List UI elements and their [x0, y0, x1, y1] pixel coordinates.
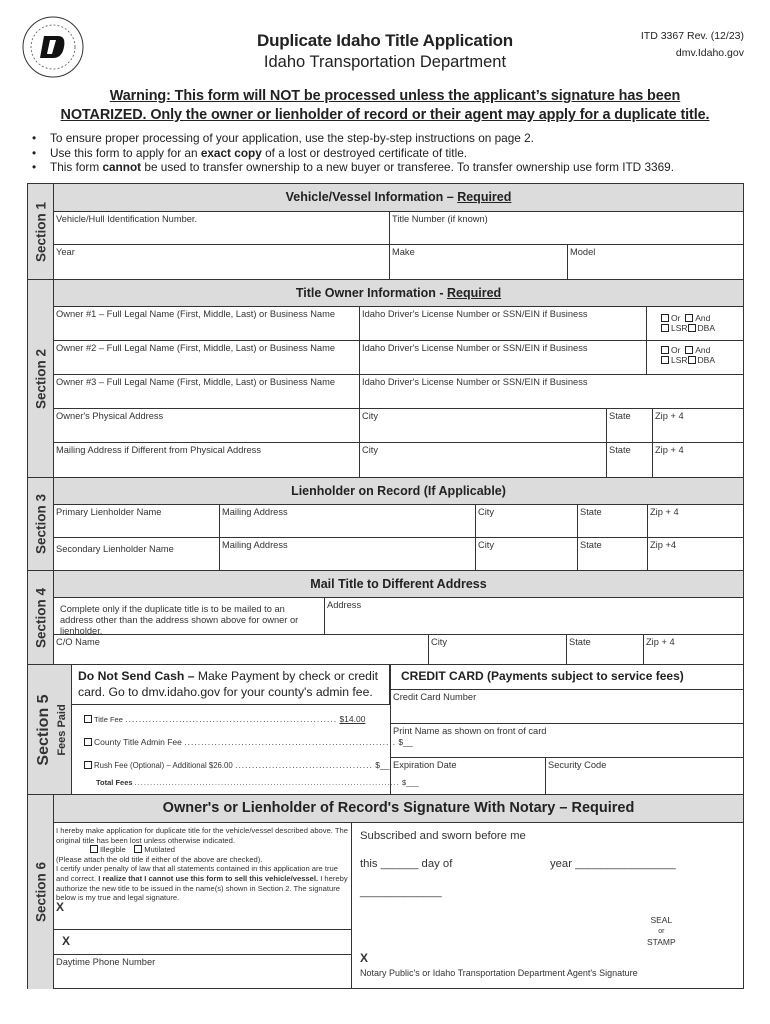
notary-area: [352, 823, 743, 989]
physical-address-field[interactable]: Owner's Physical Address: [54, 409, 360, 443]
warning-line-1: Warning: This form will NOT be processed unless the applicant’s signature has been: [109, 88, 681, 104]
owner-signature-field[interactable]: X: [54, 930, 352, 955]
owner-2-id-field[interactable]: Idaho Driver's License Number or SSN/EIN if Business: [360, 341, 647, 375]
section-5-label: Section 5: [35, 693, 53, 766]
secondary-mailing-field[interactable]: Mailing Address: [220, 538, 476, 571]
year-field[interactable]: Year: [54, 245, 390, 280]
form-number-block: [641, 28, 744, 62]
section-3-tab: [28, 478, 54, 571]
notary-blank-line[interactable]: _____________: [360, 886, 442, 898]
co-name-field[interactable]: C/O Name: [54, 635, 429, 665]
mail-zip-field[interactable]: Zip + 4: [644, 635, 743, 665]
daytime-phone-field[interactable]: Daytime Phone Number: [54, 955, 352, 989]
section-2-heading: Title Owner Information - Required: [54, 280, 743, 307]
section-6-tab: [28, 795, 54, 989]
card-number-field[interactable]: Credit Card Number: [390, 690, 743, 724]
section-3-heading: Lienholder on Record (If Applicable): [54, 478, 743, 505]
form-frame: [27, 183, 744, 989]
mail-state-field[interactable]: State: [567, 635, 644, 665]
notary-signature-x[interactable]: X: [360, 951, 369, 965]
title-fee-row: Title Fee ............................................................... $14.00: [84, 714, 365, 724]
section-6-label: Section 6: [33, 861, 48, 923]
primary-city-field[interactable]: City: [476, 505, 578, 538]
expiration-field[interactable]: Expiration Date: [390, 758, 546, 795]
physical-zip-field[interactable]: Zip + 4: [653, 409, 743, 443]
section-4-tab: [28, 571, 54, 665]
physical-city-field[interactable]: City: [360, 409, 607, 443]
model-field[interactable]: Model: [568, 245, 743, 280]
total-fees-amount[interactable]: $___: [401, 778, 419, 787]
mailing-zip-field[interactable]: Zip + 4: [653, 443, 743, 478]
department-name: Idaho Transportation Department: [263, 53, 507, 71]
warning-line-2: NOTARIZED. Only the owner or lienholder of record or their agent may apply for a duplicate title.: [60, 107, 710, 123]
card-name-field[interactable]: Print Name as shown on front of card: [390, 724, 743, 758]
payment-instructions: Do Not Send Cash – Make Payment by check or credit card. Go to dmv.idaho.gov for your county's admin fee.: [72, 665, 390, 705]
mailing-address-field[interactable]: Mailing Address if Different from Physical Address: [54, 443, 360, 478]
dba-checkbox[interactable]: [688, 324, 696, 332]
section-4-label: Section 4: [33, 587, 48, 648]
county-fee-row: County Title Admin Fee ............................................................... $__: [84, 737, 413, 747]
secondary-lienholder-field[interactable]: Secondary Lienholder Name: [54, 538, 220, 571]
lsr-checkbox[interactable]: [661, 356, 669, 364]
fees-paid-label: Fees Paid: [55, 703, 68, 756]
instruction-item: • This form cannot be used to transfer ownership to a new buyer or transferee. To transfer ownership use form ITD 3369.: [32, 160, 674, 175]
make-field[interactable]: Make: [390, 245, 568, 280]
county-fee-checkbox[interactable]: [84, 738, 92, 746]
mutilated-checkbox[interactable]: [134, 845, 142, 853]
mail-city-field[interactable]: City: [429, 635, 567, 665]
owner-1-id-field[interactable]: Idaho Driver's License Number or SSN/EIN if Business: [360, 307, 647, 341]
primary-mailing-field[interactable]: Mailing Address: [220, 505, 476, 538]
primary-zip-field[interactable]: Zip + 4: [648, 505, 743, 538]
seal-stamp-area: SEAL or STAMP: [647, 915, 676, 947]
notary-signature-label: Notary Public's or Idaho Transportation Department Agent's Signature: [360, 968, 638, 978]
instruction-item: • To ensure proper processing of your application, use the step-by-step instructions on page 2.: [32, 131, 674, 146]
illegible-checkbox[interactable]: [90, 845, 98, 853]
title-number-field[interactable]: Title Number (if known): [390, 212, 743, 245]
signature-x-mark: X: [56, 899, 65, 914]
section-6-heading: Owner's or Lienholder of Record's Signature With Notary – Required: [54, 795, 743, 823]
instructions-list: [32, 131, 674, 175]
and-checkbox[interactable]: [685, 346, 693, 354]
section-4-heading: Mail Title to Different Address: [54, 571, 743, 598]
form-number: ITD 3367 Rev. (12/23): [640, 30, 744, 42]
secondary-city-field[interactable]: City: [476, 538, 578, 571]
secondary-state-field[interactable]: State: [578, 538, 648, 571]
owner-1-options: Or And LSR DBA: [647, 307, 743, 341]
mail-address-field[interactable]: Address: [325, 598, 743, 635]
form-title: Duplicate Idaho Title Application: [257, 31, 513, 50]
website: dmv.Idaho.gov: [675, 47, 744, 59]
credit-card-heading: CREDIT CARD (Payments subject to service fees): [390, 665, 743, 690]
lsr-checkbox[interactable]: [661, 324, 669, 332]
section-1-heading: Vehicle/Vessel Information – Required: [54, 184, 743, 212]
year-field-notary[interactable]: year ________________: [550, 858, 676, 870]
section-1-label: Section 1: [33, 201, 48, 262]
rush-fee-checkbox[interactable]: [84, 761, 92, 769]
rush-fee-row: Rush Fee (Optional) – Additional $26.00 ......................................... $__: [84, 760, 389, 770]
mailing-state-field[interactable]: State: [607, 443, 653, 478]
instruction-item: • Use this form to apply for an exact copy of a lost or destroyed certificate of title.: [32, 146, 674, 161]
owner-3-id-field[interactable]: Idaho Driver's License Number or SSN/EIN if Business: [360, 375, 743, 409]
owner-2-name-field[interactable]: Owner #2 – Full Legal Name (First, Middle, Last) or Business Name: [54, 341, 360, 375]
security-code-field[interactable]: Security Code: [546, 758, 743, 795]
mail-note: Complete only if the duplicate title is to be mailed to an address other than the address shown above for owner or lienholder.: [54, 598, 325, 635]
secondary-zip-field[interactable]: Zip +4: [648, 538, 743, 571]
warning-banner: [0, 87, 770, 125]
owner-1-name-field[interactable]: Owner #1 – Full Legal Name (First, Middle, Last) or Business Name: [54, 307, 360, 341]
section-3-label: Section 3: [33, 493, 48, 555]
subscribed-text: Subscribed and sworn before me: [360, 830, 526, 842]
section-5-tab: [28, 665, 72, 795]
title-fee-checkbox[interactable]: [84, 715, 92, 723]
certification-text: I hereby make application for duplicate title for the vehicle/vessel described above. The original title has been lost unless otherwise indicated. Illegible Mutilated (Please attach the old title if either of the above are checked). I certify under penalty of law that all statements contained in this application are true and correct. I realize that I cannot use this form to sell this vehicle/vessel. I hereby authorize the new title to be issued in the name(s) shown in Section 2. The signature below is my true and legal signature. X: [54, 823, 352, 930]
dba-checkbox[interactable]: [688, 356, 696, 364]
section-1-tab: [28, 184, 54, 280]
owner-3-name-field[interactable]: Owner #3 – Full Legal Name (First, Middle, Last) or Business Name: [54, 375, 360, 409]
or-checkbox[interactable]: [661, 314, 669, 322]
primary-lienholder-field[interactable]: Primary Lienholder Name: [54, 505, 220, 538]
mailing-city-field[interactable]: City: [360, 443, 607, 478]
and-checkbox[interactable]: [685, 314, 693, 322]
or-checkbox[interactable]: [661, 346, 669, 354]
title-fee-amount: $14.00: [339, 714, 366, 724]
physical-state-field[interactable]: State: [607, 409, 653, 443]
vin-field[interactable]: Vehicle/Hull Identification Number.: [54, 212, 390, 245]
total-fees-row: Total Fees ...................................................................................... $___: [96, 778, 419, 787]
primary-state-field[interactable]: State: [578, 505, 648, 538]
day-of-field[interactable]: this ______ day of: [360, 858, 453, 870]
section-2-label: Section 2: [33, 348, 48, 409]
section-2-tab: [28, 280, 54, 478]
rush-fee-amount[interactable]: $__: [375, 760, 390, 770]
county-fee-amount[interactable]: $__: [398, 737, 413, 747]
owner-2-options: Or And LSR DBA: [647, 341, 743, 375]
